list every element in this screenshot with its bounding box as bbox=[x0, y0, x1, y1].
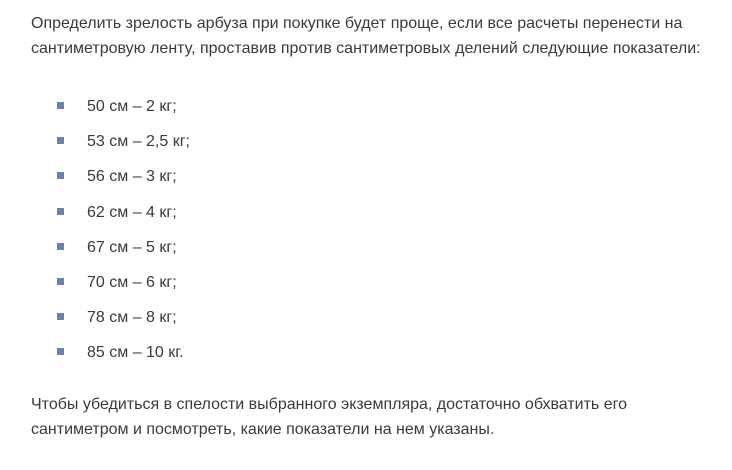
list-item-text: 50 см – 2 кг; bbox=[87, 98, 177, 115]
article-body bbox=[31, 11, 721, 442]
list-item bbox=[31, 300, 721, 335]
intro-paragraph: Определить зрелость арбуза при покупке будет проще, если все расчеты перенести на сантиметровую ленту, проставив против сантиметровых делений следующие показатели: bbox=[31, 15, 701, 57]
square-bullet-icon bbox=[57, 172, 64, 179]
square-bullet-icon bbox=[57, 348, 64, 355]
list-item bbox=[31, 89, 721, 124]
square-bullet-icon bbox=[57, 313, 64, 320]
list-item bbox=[31, 265, 721, 300]
list-item-text: 62 см – 4 кг; bbox=[87, 203, 177, 221]
outro-paragraph: Чтобы убедиться в спелости выбранного экземпляра, достаточно обхватить его сантиметром и посмотреть, какие показатели на нем указаны. bbox=[31, 395, 627, 438]
list-item bbox=[31, 195, 721, 230]
list-item bbox=[31, 335, 721, 370]
list-item-text: 56 см – 3 кг; bbox=[87, 168, 177, 186]
list-item bbox=[31, 159, 721, 194]
square-bullet-icon bbox=[57, 137, 64, 144]
square-bullet-icon bbox=[57, 102, 64, 109]
list-item bbox=[31, 230, 721, 265]
list-item-text: 53 см – 2,5 кг; bbox=[87, 133, 190, 151]
square-bullet-icon bbox=[57, 208, 64, 215]
list-item-text: 67 см – 5 кг; bbox=[87, 238, 177, 256]
list-item-text: 85 см – 10 кг. bbox=[87, 344, 184, 362]
square-bullet-icon bbox=[57, 243, 64, 250]
list-item-text: 70 см – 6 кг; bbox=[87, 273, 177, 291]
square-bullet-icon bbox=[57, 278, 64, 285]
list-item bbox=[31, 124, 721, 159]
weight-list bbox=[31, 89, 721, 371]
list-item-text: 78 см – 8 кг; bbox=[87, 309, 177, 327]
